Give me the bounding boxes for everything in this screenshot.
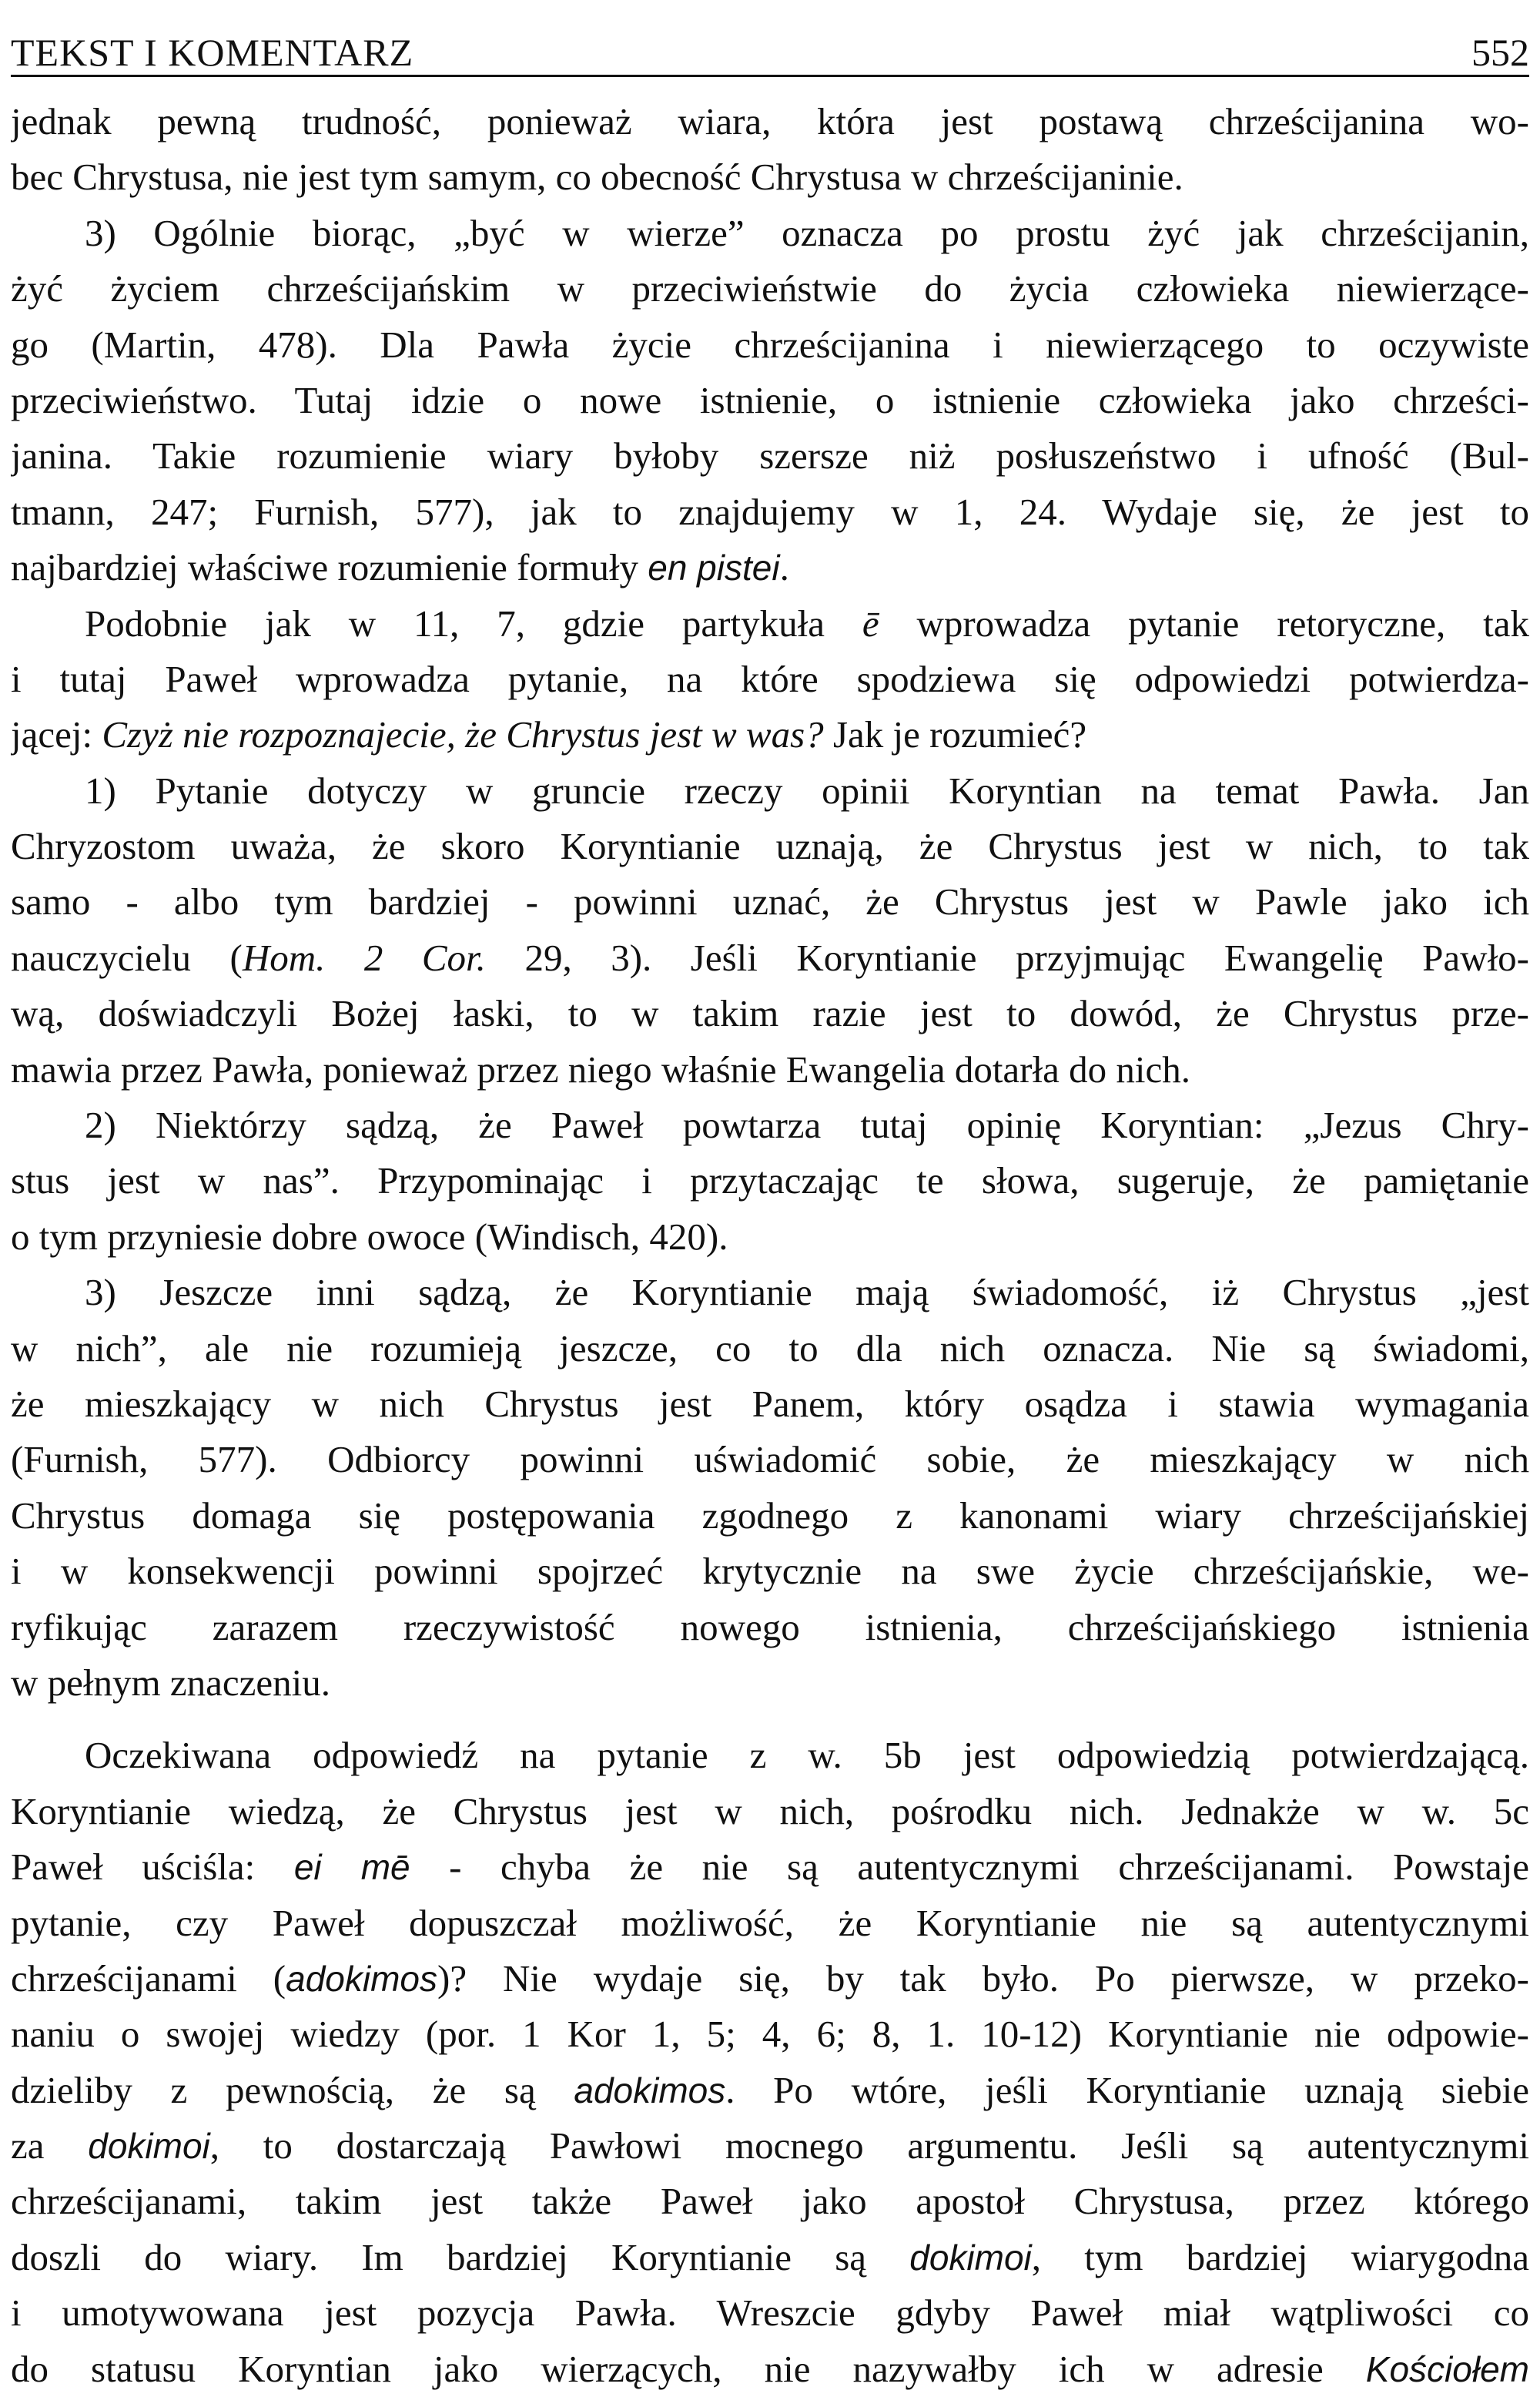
text-run: , tym bardziej wiarygodna (1031, 2235, 1529, 2278)
text-line: 3) Ogólnie biorąc, „być w wierze” oznacza po prostu żyć jak chrześcijanin, (85, 211, 1529, 254)
text-run: do statusu Koryntian jako wierzących, nie nazywałby ich w adresie (11, 2347, 1366, 2390)
text-line: go (Martin, 478). Dla Pawła życie chrześcijanina i niewierzącego to oczywiste (11, 323, 1529, 366)
text-line: przeciwieństwo. Tutaj idzie o nowe istnienie, o istnienie człowieka jako chrześci- (11, 378, 1529, 421)
italic-term: dokimoi (88, 2126, 210, 2167)
text-line: 3) Jeszcze inni sądzą, że Koryntianie mają świadomość, iż Chrystus „jest (85, 1271, 1529, 1314)
text-line: 1) Pytanie dotyczy w gruncie rzeczy opinii Koryntian na temat Pawła. Jan (85, 769, 1529, 812)
italic-term: en pistei (648, 548, 780, 588)
italic-term: ei mē (293, 1847, 410, 1888)
text-line: chrześcijanami, takim jest także Paweł jako apostoł Chrystusa, przez którego (11, 2180, 1529, 2223)
document-page (11, 0, 1529, 2390)
text-line (11, 930, 1529, 986)
text-run: . Po wtóre, jeśli Koryntianie uznają siebie (725, 2068, 1529, 2111)
text-run: za (11, 2124, 89, 2167)
running-header-title: TEKST I KOMENTARZ (11, 31, 414, 74)
text-line (11, 2342, 1529, 2397)
italic-term: adokimos (286, 1958, 437, 1999)
text-line: samo - albo tym bardziej - powinni uznać, że Chrystus jest w Pawle jako ich (11, 880, 1529, 924)
italic-term: adokimos (574, 2070, 726, 2110)
text-line: o tym przyniesie dobre owoce (Windisch, 420). (11, 1215, 728, 1258)
text-line: jednak pewną trudność, ponieważ wiara, która jest postawą chrześcijanina wo- (11, 100, 1529, 142)
text-line: w nich”, ale nie rozumieją jeszcze, co to dla nich oznacza. Nie są świadomi, (11, 1326, 1529, 1369)
text-run: . (779, 546, 789, 589)
text-line: Oczekiwana odpowiedź na pytanie z w. 5b jest odpowiedzią potwierdzającą. (85, 1734, 1529, 1777)
text-line: wą, doświadczyli Bożej łaski, to w takim razie jest to dowód, że Chrystus prze- (11, 992, 1529, 1035)
italic-citation: Hom. 2 Cor. (242, 936, 486, 979)
text-run: - chyba że nie są autentycznymi chrześcijanami. Powstaje (410, 1846, 1529, 1889)
text-line (11, 1839, 1529, 1895)
text-run: wprowadza pytanie retoryczne, tak (879, 602, 1529, 645)
running-header (11, 22, 1529, 77)
text-line: 2) Niektórzy sądzą, że Paweł powtarza tutaj opinię Koryntian: „Jezus Chry- (85, 1104, 1529, 1147)
italic-term: ē (862, 602, 879, 645)
text-line (11, 707, 1529, 763)
text-line (11, 2230, 1529, 2285)
text-line: i w konsekwencji powinni spojrzeć krytycznie na swe życie chrześcijańskie, we- (11, 1550, 1529, 1593)
italic-term: Kościołem (1365, 2348, 1529, 2389)
text-run: nauczycielu ( (11, 936, 243, 979)
text-line: mawia przez Pawła, ponieważ przez niego właśnie Ewangelia dotarła do nich. (11, 1048, 1190, 1091)
text-line: żyć życiem chrześcijańskim w przeciwieństwie do życia człowieka niewierzące- (11, 267, 1529, 310)
text-run: jącej: (11, 713, 102, 756)
text-line: Chrystus domaga się postępowania zgodnego z kanonami wiary chrześcijańskiej (11, 1494, 1529, 1537)
text-run: 29, 3). Jeśli Koryntianie przyjmując Ewangelię Pawło- (485, 936, 1529, 979)
body-text (11, 94, 1529, 2397)
text-line: i umotywowana jest pozycja Pawła. Wreszcie gdyby Paweł miał wątpliwości co (11, 2291, 1529, 2335)
text-line: naniu o swojej wiedzy (por. 1 Kor 1, 5; 4, 6; 8, 1. 10-12) Koryntianie nie odpowie- (11, 2013, 1529, 2056)
text-run: dzieliby z pewnością, że są (11, 2068, 574, 2111)
italic-quote: Czyż nie rozpoznajecie, że Chrystus jest w was? (102, 713, 824, 756)
text-line (11, 596, 1529, 652)
text-run: chrześcijanami ( (11, 1956, 286, 2000)
text-run: Paweł uściśla: (11, 1846, 294, 1889)
page-number: 552 (1471, 31, 1529, 74)
text-line: Chryzostom uważa, że skoro Koryntianie uznają, że Chrystus jest w nich, to tak (11, 825, 1529, 868)
italic-term: dokimoi (909, 2237, 1032, 2278)
text-run: Jak je rozumieć? (823, 713, 1087, 756)
text-run: , to dostarczają Pawłowi mocnego argumentu. Jeśli są autentycznymi (209, 2124, 1529, 2167)
text-line (11, 2063, 1529, 2118)
text-line: ryfikując zarazem rzeczywistość nowego istnienia, chrześcijańskiego istnienia (11, 1605, 1529, 1648)
text-run: najbardziej właściwe rozumienie formuły (11, 546, 648, 589)
text-line: janina. Takie rozumienie wiary byłoby szersze niż posłuszeństwo i ufność (Bul- (11, 434, 1529, 478)
text-run: )? Nie wydaje się, by tak było. Po pierwsze, w przeko- (437, 1956, 1529, 2000)
text-run: doszli do wiary. Im bardziej Koryntianie są (11, 2235, 910, 2278)
text-run: Podobnie jak w 11, 7, gdzie partykuła (85, 602, 862, 645)
text-line: Koryntianie wiedzą, że Chrystus jest w nich, pośrodku nich. Jednakże w w. 5c (11, 1789, 1529, 1832)
text-line: tmann, 247; Furnish, 577), jak to znajdujemy w 1, 24. Wydaje się, że jest to (11, 490, 1529, 533)
text-line (11, 540, 1529, 595)
text-line: (Furnish, 577). Odbiorcy powinni uświadomić sobie, że mieszkający w nich (11, 1438, 1529, 1481)
text-line: i tutaj Paweł wprowadza pytanie, na które spodziewa się odpowiedzi potwierdza- (11, 657, 1529, 700)
text-line: pytanie, czy Paweł dopuszczał możliwość, że Koryntianie nie są autentycznymi (11, 1901, 1529, 1944)
text-line: stus jest w nas”. Przypominając i przytaczając te słowa, sugeruje, że pamiętanie (11, 1159, 1529, 1202)
text-line: że mieszkający w nich Chrystus jest Panem, który osądza i stawia wymagania (11, 1382, 1529, 1425)
text-line: bec Chrystusa, nie jest tym samym, co obecność Chrystusa w chrześcijaninie. (11, 156, 1183, 199)
text-line: w pełnym znaczeniu. (11, 1661, 330, 1704)
text-line (11, 2118, 1529, 2174)
text-line (11, 1951, 1529, 2006)
